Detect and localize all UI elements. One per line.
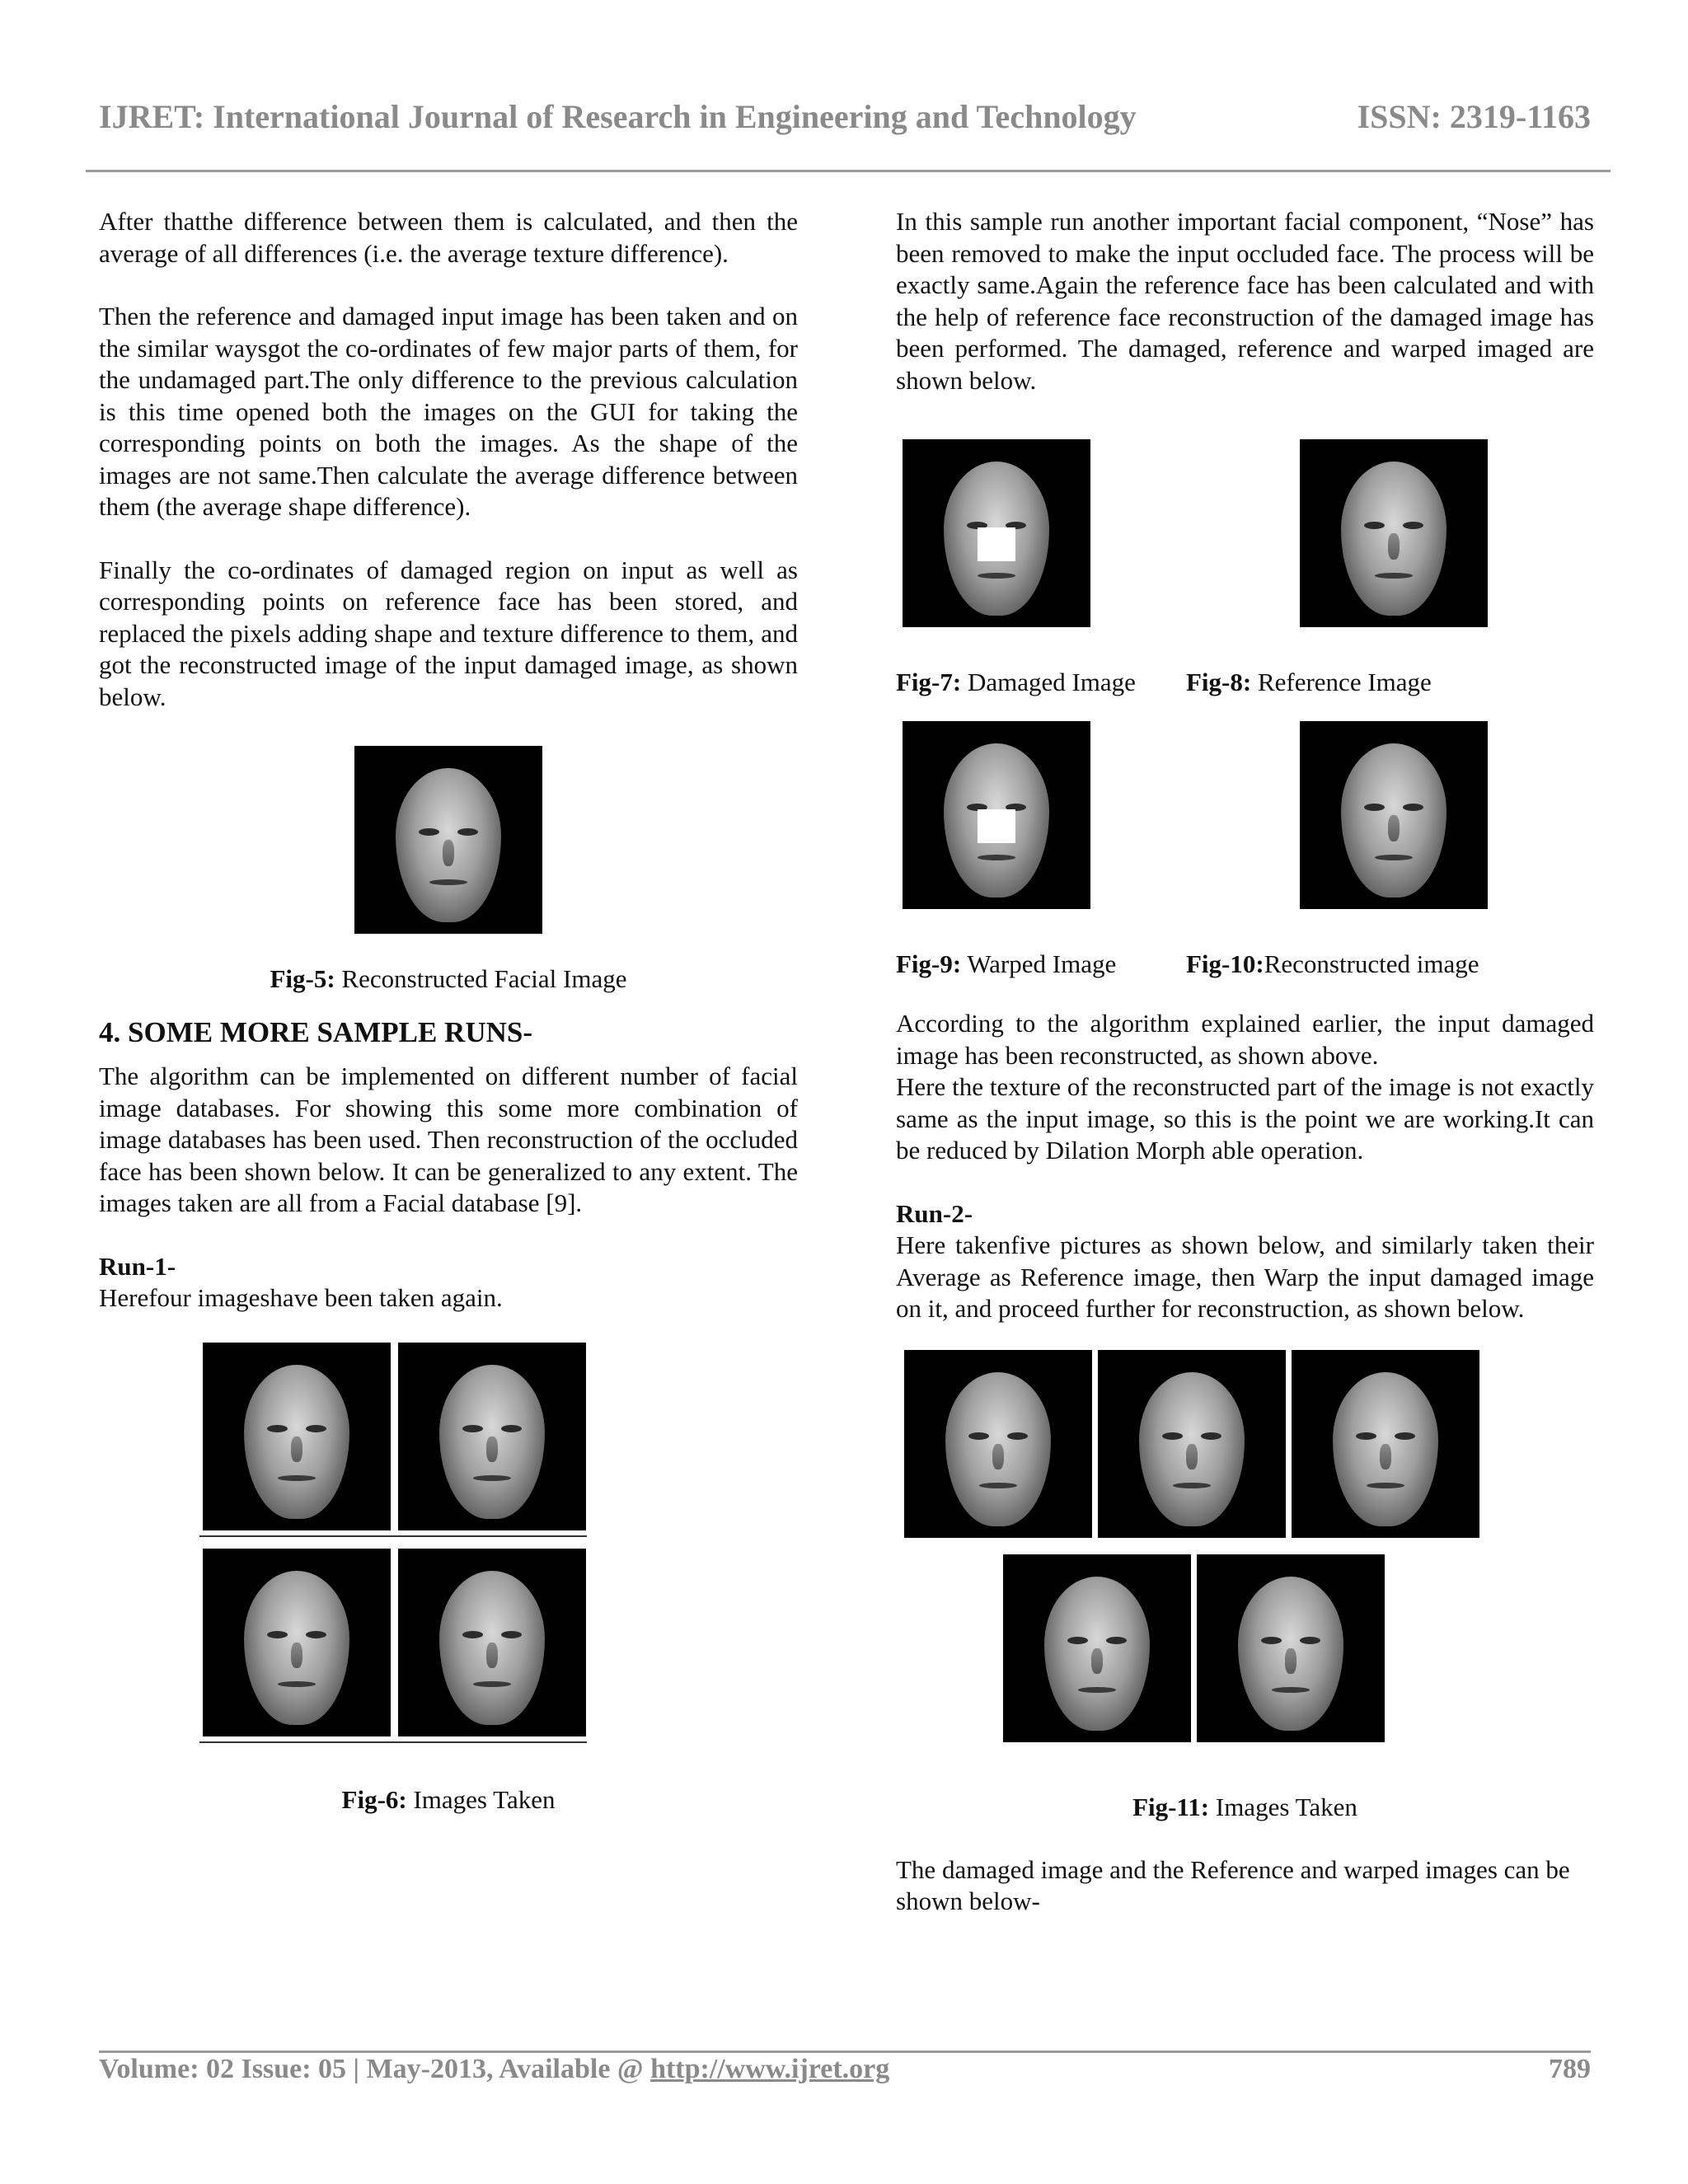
left-column [99, 206, 798, 1816]
figure-11-image [904, 1350, 1092, 1538]
figure-11-image [1003, 1554, 1191, 1742]
figure-label: Fig-5: [270, 964, 335, 993]
issn: ISSN: 2319-1163 [1357, 98, 1591, 135]
figure-6-image [398, 1343, 586, 1530]
figure-7-8-row [896, 439, 1594, 627]
paragraph: The algorithm can be implemented on different number of facial image databases. For showing this some more combination of image databases has been used. Then reconstruction of the occluded face has been shown below. It can be generalized to any extent. The images taken are all from a Facial database [9]. [99, 1062, 798, 1217]
figure-9-caption: Fig-9: Warped Image [896, 949, 1117, 978]
paragraph: Finally the co-ordinates of damaged region on input as well as corresponding points on reference face has been stored, and replaced the pixels adding shape and texture difference to them, and got the reconstructed image of the input damaged image, as shown below. [99, 555, 798, 711]
figure-8-image [1300, 439, 1488, 627]
right-column [896, 206, 1594, 1918]
figure-label: Fig-9: [896, 949, 962, 978]
paragraph: In this sample run another important facial component, “Nose” has been removed to make the input occluded face. The process will be exactly same.Again the reference face has been calculated and with the help of reference face reconstruction of the damaged image has been performed. The damaged, reference and warped imaged are shown below. [896, 207, 1594, 395]
figure-11-caption: Fig-11: Images Taken [1132, 1792, 1357, 1821]
figure-label: Fig-10: [1186, 949, 1264, 978]
figure-5-caption: Fig-5: Reconstructed Facial Image [270, 964, 627, 993]
paragraph: Herefour imageshave been taken again. [99, 1283, 503, 1312]
figure-8-caption: Fig-8: Reference Image [1186, 668, 1432, 696]
figure-6-caption: Fig-6: Images Taken [341, 1784, 556, 1814]
figure-9-image [903, 721, 1090, 909]
figure-11-image [1098, 1350, 1286, 1538]
footer-rule [99, 2050, 1591, 2053]
volume-info: Volume: 02 Issue: 05 | May-2013, Available @ http://www.ijret.org [99, 2054, 890, 2084]
figure-10-image [1300, 721, 1488, 909]
figure-5-image [354, 746, 542, 934]
figure-10-caption: Fig-10:Reconstructed image [1186, 949, 1479, 978]
figure-11-grid [896, 1350, 1594, 1746]
figure-label: Fig-8: [1186, 668, 1252, 696]
figure-7-caption: Fig-7: Damaged Image [896, 668, 1136, 696]
figure-label: Fig-7: [896, 668, 962, 696]
figure-11-image [1197, 1554, 1385, 1742]
figure-label: Fig-6: [341, 1784, 407, 1814]
figure-6-image [203, 1549, 391, 1736]
paragraph: Then the reference and damaged input image has been taken and on the similar waysgot the co-ordinates of few major parts of them, for the undamaged part.The only difference to the previous calculation is this time opened both the images on the GUI for taking the corresponding points on both the images. As the shape of the images are not same.Then calculate the average difference between them (the average shape difference). [99, 302, 798, 521]
run-heading: Run-2- [896, 1198, 973, 1228]
figure-11-image [1292, 1350, 1479, 1538]
journal-link[interactable]: http://www.ijret.org [650, 2054, 890, 2084]
run-heading: Run-1- [99, 1251, 176, 1281]
figure-6-grid [199, 1343, 587, 1743]
figure-7-image [903, 439, 1090, 627]
journal-title: IJRET: International Journal of Research in Engineering and Technology [99, 98, 1137, 135]
page-number: 789 [1549, 2054, 1591, 2084]
header-rule [86, 170, 1611, 172]
figure-7-8-captions [896, 667, 1594, 698]
figure-6-image [203, 1343, 391, 1530]
paragraph: The damaged image and the Reference and warped images can be shown below- [896, 1854, 1570, 1915]
figure-label: Fig-11: [1132, 1792, 1210, 1821]
paragraph: According to the algorithm explained earlier, the input damaged image has been reconstructed, as shown above. [896, 1009, 1594, 1070]
running-header [99, 97, 1591, 143]
figure-6-image [398, 1549, 586, 1736]
paragraph: Here the texture of the reconstructed part of the image is not exactly same as the input image, so this is the point we are working.It can be reduced by Dilation Morph able operation. [896, 1072, 1594, 1165]
paragraph: After thatthe difference between them is calculated, and then the average of all differences (i.e. the average texture difference). [99, 207, 798, 268]
section-heading: 4. SOME MORE SAMPLE RUNS- [99, 1016, 532, 1048]
paragraph: Here takenfive pictures as shown below, and similarly taken their Average as Reference image, then Warp the input damaged image on it, and proceed further for reconstruction, as shown below. [896, 1230, 1594, 1323]
figure-9-10-row [896, 721, 1594, 909]
figure-9-10-captions [896, 949, 1594, 980]
running-footer [99, 2054, 1591, 2095]
